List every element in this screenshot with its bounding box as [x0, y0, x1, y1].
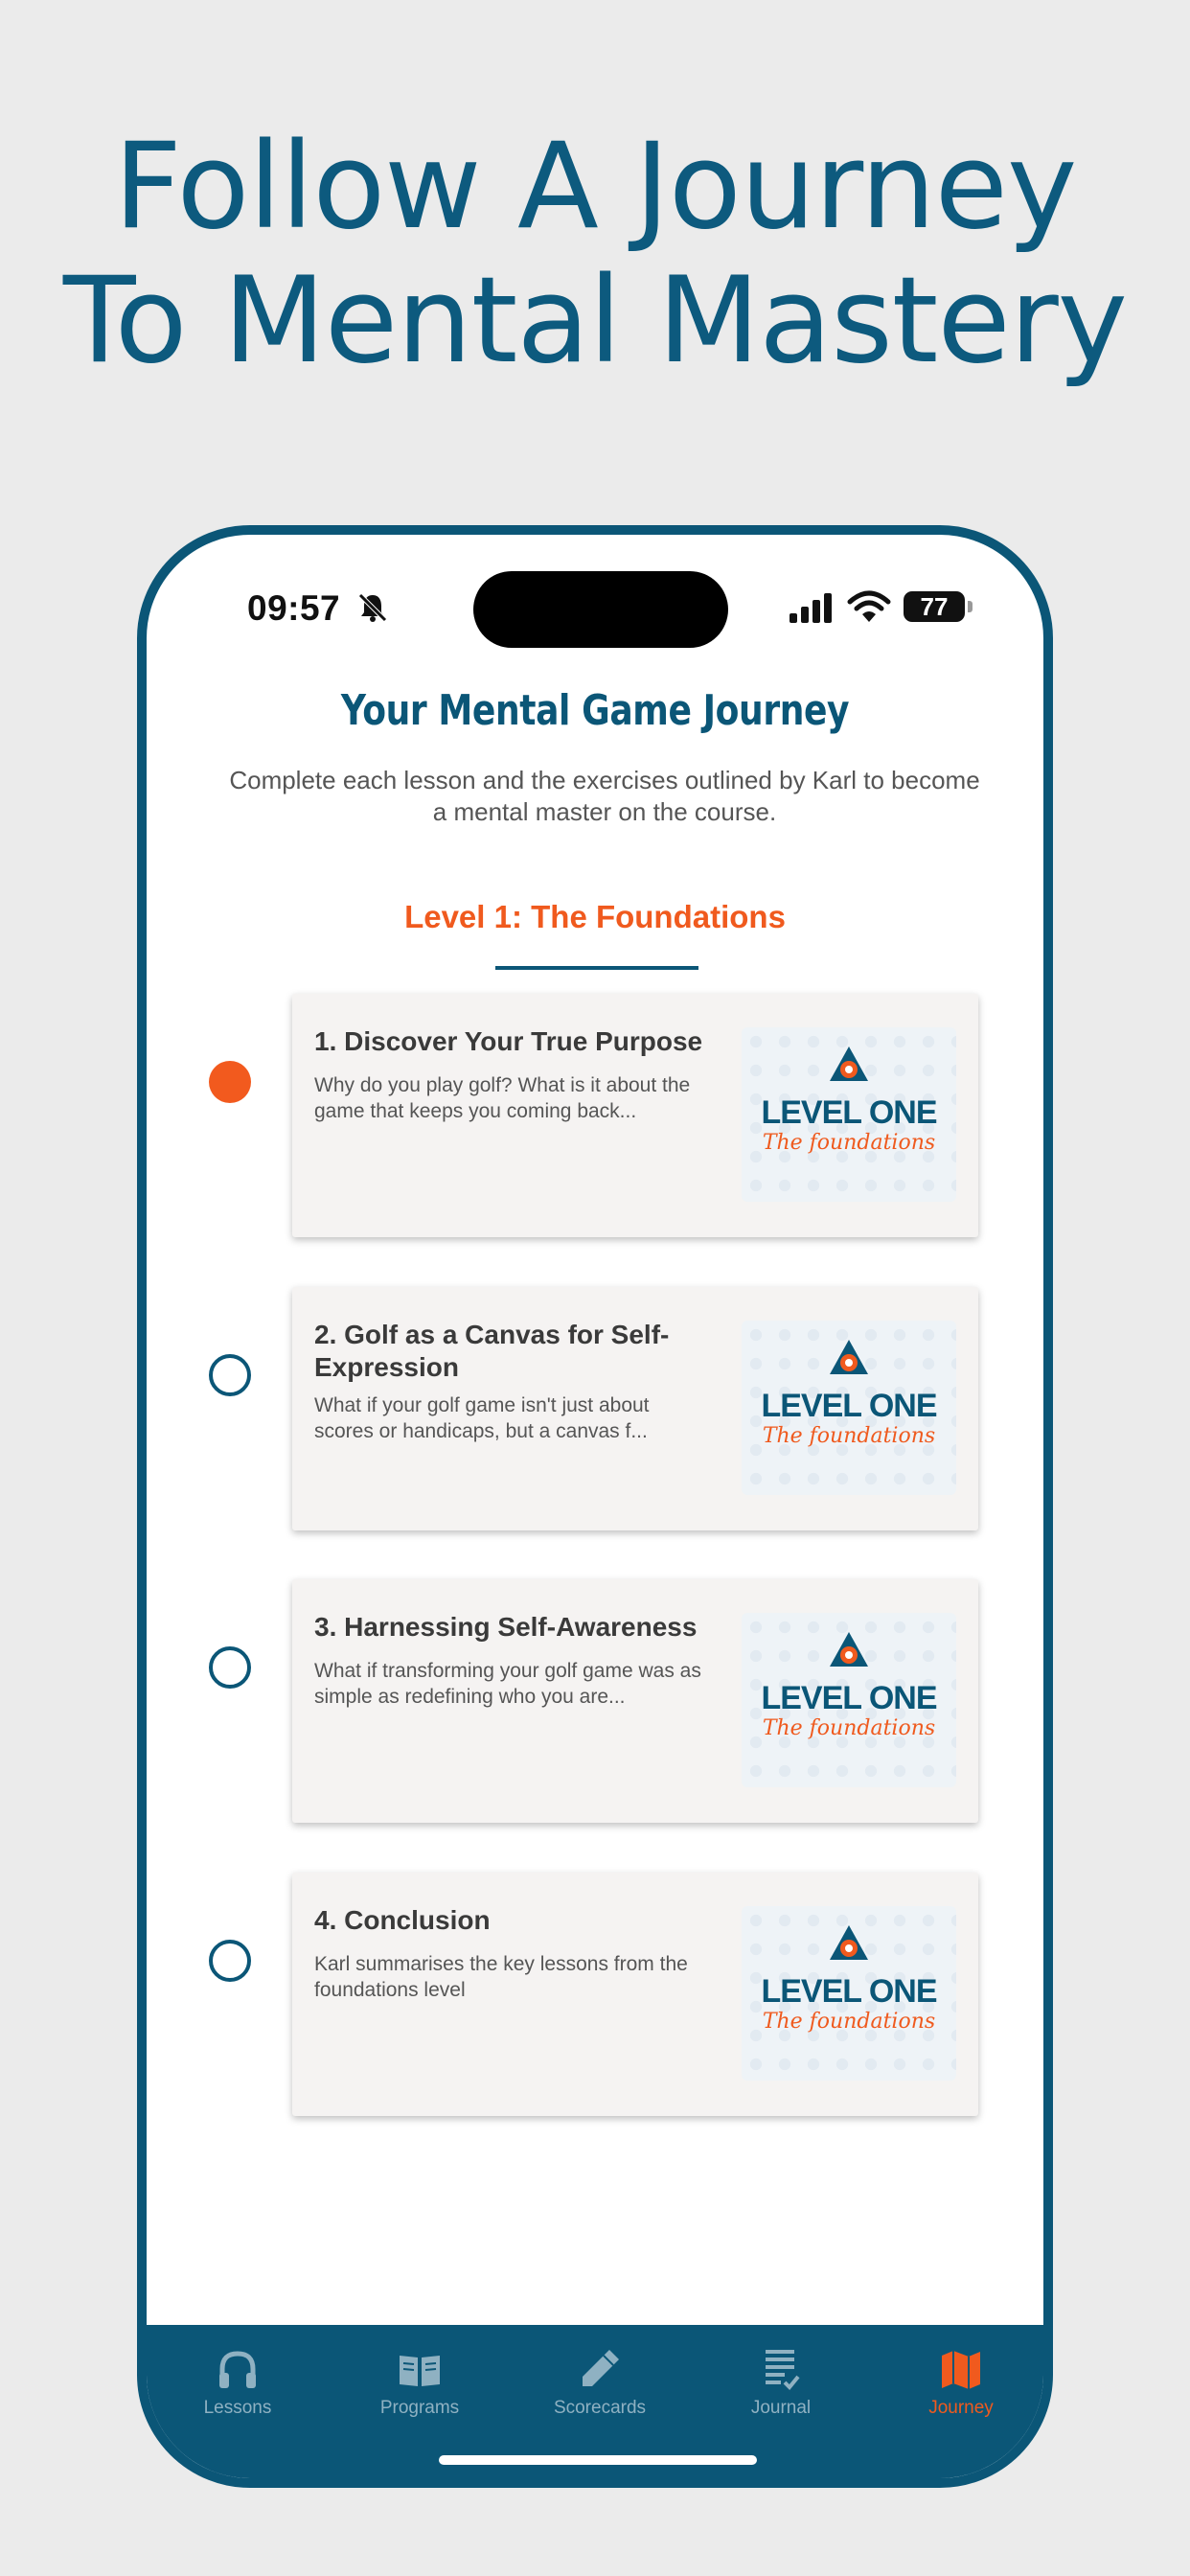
promo-headline [0, 120, 1190, 388]
thumbnail-subheading: The foundations [762, 2010, 936, 2034]
tab-label: Lessons [203, 2398, 272, 2418]
book-icon [397, 2346, 443, 2392]
phone-frame [137, 525, 1053, 2488]
tab-label: Scorecards [553, 2398, 647, 2418]
wifi-icon [847, 590, 891, 625]
thumbnail-heading: LEVEL ONE [761, 1973, 937, 2010]
page-title: Your Mental Game Journey [340, 686, 850, 735]
lesson-description: What if your golf game isn't just about scores or handicaps, but a canvas f... [314, 1394, 650, 1442]
level-title-underline [495, 966, 698, 970]
lesson-description: Karl summarises the key lessons from the foundations level [314, 1953, 688, 2001]
tab-label: Programs [379, 2398, 460, 2418]
status-time: 09:57 [247, 588, 341, 628]
lesson-thumbnail [742, 1321, 956, 1495]
thumbnail-subheading: The foundations [762, 1716, 936, 1740]
lesson-description: What if transforming your golf game was as simple as redefining who you are... [314, 1660, 701, 1708]
status-bar [147, 535, 1043, 650]
lesson-card[interactable] [292, 1873, 978, 2116]
muted-bell-icon [355, 590, 390, 625]
map-icon [938, 2346, 984, 2392]
lesson-title: 2. Golf as a Canvas for Self-Expression [314, 1320, 670, 1382]
promo-headline-line2: To Mental Mastery [62, 252, 1128, 390]
lesson-description: Why do you play golf? What is it about the game that keeps you coming back... [314, 1074, 691, 1122]
lesson-thumbnail [742, 1906, 956, 2081]
thumbnail-subheading: The foundations [762, 1424, 936, 1448]
tab-scorecards[interactable] [509, 2346, 691, 2432]
lesson-row [147, 1287, 1043, 1530]
lesson-card[interactable] [292, 994, 978, 1237]
lesson-row [147, 994, 1043, 1237]
thumbnail-heading: LEVEL ONE [761, 1388, 937, 1424]
lesson-card[interactable] [292, 1287, 978, 1530]
mind-caddie-logo-icon [828, 1338, 870, 1380]
lesson-thumbnail [742, 1613, 956, 1787]
headphones-icon [215, 2346, 261, 2392]
journal-icon [758, 2346, 804, 2392]
mind-caddie-logo-icon [828, 1045, 870, 1087]
battery-indicator [904, 591, 965, 622]
pencil-icon [577, 2346, 623, 2392]
lesson-row [147, 1579, 1043, 1823]
tab-journal[interactable] [690, 2346, 872, 2432]
lesson-status-incomplete[interactable] [209, 1940, 251, 1982]
tab-label: Journey [928, 2398, 994, 2418]
battery-nub [968, 601, 973, 612]
mind-caddie-logo-icon [828, 1630, 870, 1672]
tab-label: Journal [750, 2398, 812, 2418]
lesson-card[interactable] [292, 1579, 978, 1823]
cellular-signal-icon [790, 592, 835, 623]
page-intro: Complete each lesson and the exercises outlined by Karl to become a mental master on the course. [229, 766, 980, 826]
lesson-status-incomplete[interactable] [209, 1646, 251, 1689]
tab-programs[interactable] [329, 2346, 511, 2432]
lesson-thumbnail [742, 1027, 956, 1202]
home-indicator[interactable] [439, 2455, 757, 2465]
lesson-title: 1. Discover Your True Purpose [314, 1026, 703, 1056]
thumbnail-heading: LEVEL ONE [761, 1680, 937, 1716]
mind-caddie-logo-icon [828, 1923, 870, 1966]
lesson-title: 3. Harnessing Self-Awareness [314, 1612, 698, 1642]
thumbnail-subheading: The foundations [762, 1131, 936, 1155]
tab-lessons[interactable] [147, 2346, 329, 2432]
lesson-status-incomplete[interactable] [209, 1354, 251, 1396]
lesson-status-completed[interactable] [209, 1061, 251, 1103]
battery-level: 77 [920, 591, 949, 621]
tab-journey[interactable] [870, 2346, 1052, 2432]
lesson-title: 4. Conclusion [314, 1905, 491, 1935]
dynamic-island [473, 571, 728, 648]
promo-headline-line1: Follow A Journey [113, 118, 1077, 256]
thumbnail-heading: LEVEL ONE [761, 1094, 937, 1131]
lesson-row [147, 1873, 1043, 2116]
level-title: Level 1: The Foundations [404, 899, 786, 934]
